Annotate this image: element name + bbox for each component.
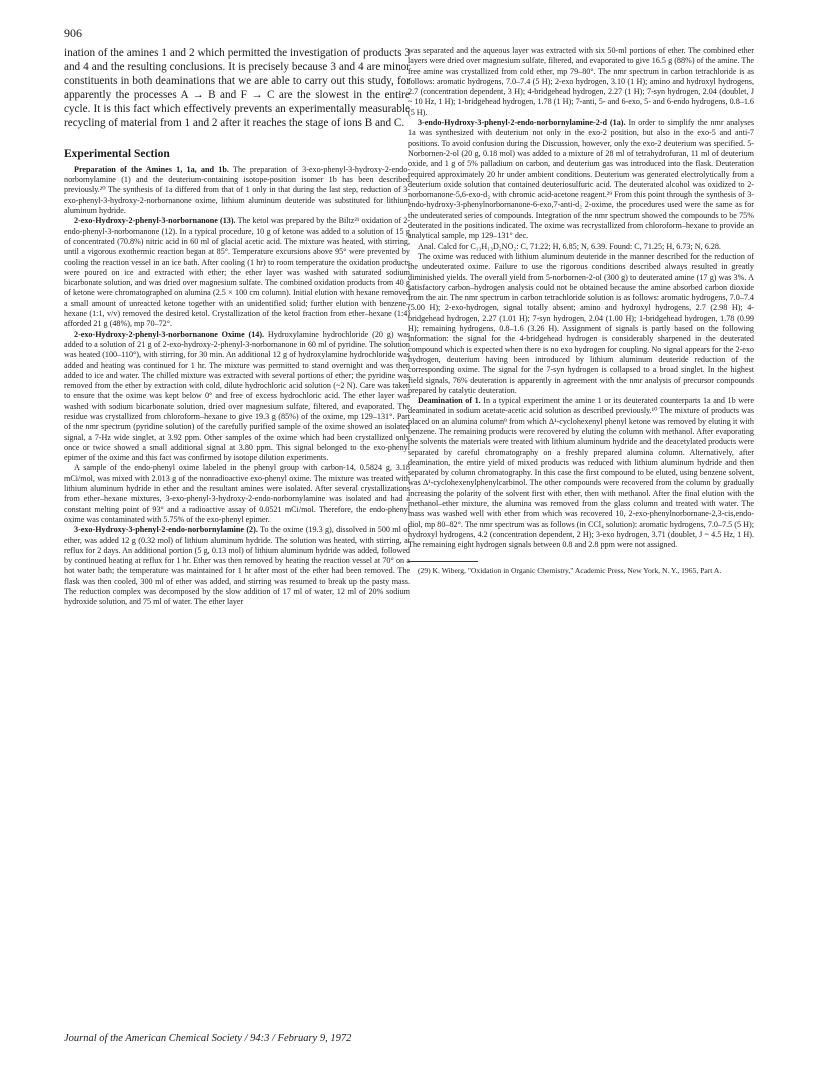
right-paragraphs: [408, 46, 754, 551]
paragraph-text: The ketol was prepared by the Biltz²¹ oxidation of 2-endo-phenyl-3-norbornanone (12). In a typical procedure, 10 g of ketone was added to a solution of 15 g of concentrated (70.8%) nitric acid in 60 ml of glacial acetic acid. The mixture was heated, with stirring, until a vigorous exothermic reaction began at 85°. Temperature excursions above 95° were prevented by cooling the reaction vessel in an ice bath. After cooling (1 hr) to room temperature the oxidation products were poured on ice and extracted with ether; the ether layer was washed with saturated sodium bicarbonate solution, and was dried over magnesium sulfate. The combined oxidation products from 40 g of ketone were chromatographed on alumina (2.5 × 100 cm column). Initial elution with hexane removed a small amount of unreacted ketone together with an unidentified solid; further elution with benzene–hexane (1:1, v/v) removed the desired ketol. Crystallization of the ketol fraction from ether–hexane (1:4) afforded 21 g (48%), mp 70–72°.: [64, 216, 411, 329]
paragraph-text: In order to simplify the nmr analyses 1a was synthesized with deuterium not only in the exo-2 position, but also in the exo-5 and anti-7 positions. To avoid confusion during the Discussion, however, only the exo-2 deuterium was specified. 5-Norbornen-2-ol (20 g, 0.18 mol) was added to a mixture of 28 ml of tetrahydrofuran, 11 ml of deuterium oxide, and 1 g of 5% palladium on carbon, and deuterium gas was introduced into the flask. Deuteration required approximately 20 hr under ambient conditions. Deuterium was generated electrolytically from a deuterium oxide solution that contained deuteriosulfuric acid. The deuterated alcohol was oxidized to 2-norbornanone-5,6-exo-d₂ with chromic acid-acetone reagent.²⁹ From this point through the synthesis of 3-endo-hydroxy-3-phenylnorbornanone-6-exo,7-anti-d₂ 2-oxime, the procedures used were the same as for the undeuterated series of compounds. Integration of the nmr spectrum showed the compounds to be 75% deuterated in the positions indicated. The oxime was recrystallized from chloroform–hexane to provide an analytical sample, mp 129–131° dec.: [408, 118, 755, 241]
paragraph-heading: 3-endo-Hydroxy-3-phenyl-2-endo-norbornylamine-2-d (1a).: [418, 118, 626, 128]
paragraph-text: The oxime was reduced with lithium aluminum deuteride in the manner described for the reduction of the undeuterated oxime. Failure to use the rigorous conditions described always resulted in greatly diminished yields. The overall yield from 5-norbornen-2-ol (300 g) to deuterated amine (17 g) was 3%. A satisfactory carbon–hydrogen analysis could not be obtained because the amine absorbed carbon dioxide from the air. The nmr spectrum in carbon tetrachloride solution is as follows: aromatic hydrogens, 7.0–7.4 (5.00 H); 2-exo-hydrogen, signal totally absent; amino and hydroxyl hydrogens, 2.7 (2.98 H); 4-bridgehead hydrogen, 2.27 (1.01 H); 7-syn hydrogen, 2.04 (1.00 H); 1-bridgehead hydrogen, 1.78 (0.99 H); remaining hydrogens, 0.8–1.6 (3.26 H). Assignment of signals is partly based on the following information: the signal for the 4-bridgehead hydrogen is considerably sharpened in the deuterated compound which is expected when there is no exo hydrogen for coupling. No signal appears for the 2-exo hydrogen, deuterium having been introduced by lithium aluminum deuteride reduction of the corresponding oxime. The signal for the 7-syn hydrogen is collapsed to a broad singlet. In the highest field signals, 76% deuteration is apparently in agreement with the nmr analysis of precursor compounds prepared by catalytic deuteration.: [408, 251, 754, 395]
paragraph-heading: 2-exo-Hydroxy-2-phenyl-3-norbornanone (13).: [74, 216, 236, 226]
paragraph-text: Hydroxylamine hydrochloride (20 g) was added to a solution of 21 g of 2-exo-hydroxy-2-phenyl-3-norbornanone in 60 ml of pyridine. The solution was heated (100–110°), with stirring, for 30 min. An additional 12 g of hydroxylamine hydrochloride was added and heating was continued for 1 hr. The mixture was permitted to stand overnight and was then added to ice and water. The chilled mixture was extracted with several portions of ether; the pyridine was removed from the ether by extraction with cold, dilute hydrochloric acid solution (~2 N). Care was taken to ensure that the oxime was kept below 0° and free of excess hydrochloric acid. The ether layer was washed with sodium bicarbonate solution, dried over magnesium sulfate, filtered, and evaporated. The residue was crystallized from chloroform–hexane to give 19.3 g (85%) of the oxime, mp 129–131°. Part of the nmr spectrum (pyridine solution) of the carefully purified sample of the oxime showed an isolated signal, a 7-Hz wide singlet, at 3.92 ppm. Other samples of the oxime which had been crystallized only once or twice showed a small additional signal at 3.80 ppm. This signal belonged to the exo-phenyl epimer of the oxime and this fact was confirmed by isotope dilution experiments.: [64, 329, 410, 463]
paragraph: [408, 252, 754, 396]
paragraph-text: To the oxime (19.3 g), dissolved in 500 ml of ether, was added 12 g (0.32 mol) of lithium aluminum hydride. The solution was heated, with stirring, at reflux for 2 days. An additional portion (5 g, 0.13 mol) of lithium aluminum hydride was added, followed by continued heating at reflux for 1 hr. Ether was then removed by heating the reaction vessel at 70° on a hot water bath; the temperature was maintained for 1 hr after most of the ether had been removed. The flask was then cooled, 300 ml of ether was added, and stirring was resumed to break up the pasty mass. The reduction complex was decomposed by the slow addition of 17 ml of water, 12 ml of 20% sodium hydroxide solution, and 75 ml of water. The ether layer: [64, 525, 410, 607]
left-paragraphs: [64, 165, 410, 608]
right-column: [408, 46, 754, 575]
paragraph-text: Anal. Calcd for C₁₃H₁₃D₂NO₂: C, 71.22; H, 6.85; N, 6.39. Found: C, 71.25; H, 6.73; N, 6.28.: [418, 241, 721, 251]
paragraph-text: was separated and the aqueous layer was extracted with six 50-ml portions of ether. The combined ether layers were dried over magnesium sulfate, filtered, and evaporated to give 16.5 g (88%) of the amine. The free amine was crystallized from cold ether, mp 79–80°. The nmr spectrum in carbon tetrachloride is as follows: aromatic hydrogens, 7.0–7.4 (5 H); 2-exo hydrogen, 3.10 (1 H); amino and hydroxyl hydrogens, 2.7 (concentration dependent, 3 H); 4-bridgehead hydrogen, 2.27 (1 H); 7-syn hydrogen, 2.04 (doublet, J ~ 10 Hz, 1 H); 1-bridgehead hydrogen, 1.78 (1 H); 7-anti, 5- and 6-exo, 5- and 6-endo hydrogens, 0.8–1.6 (5 H).: [408, 46, 754, 117]
paragraph: [64, 216, 410, 329]
paragraph: [64, 463, 410, 525]
paragraph-text: In a typical experiment the amine 1 or its deuterated counterparts 1a and 1b were deaminated in sodium acetate-acetic acid solution as described previously.¹⁰ The mixture of products was placed on an alumina column⁹ from which Δ¹-cyclohexenyl phenyl ketone was removed by eluting it with benzene. The remaining products were recovered by eluting the column with methanol. After evaporating the solvents the materials were treated with lithium aluminum hydride and the deacetylated products were separated by careful chromatography on a freshly prepared alumina column. Alternatively, after deamination, the entire yield of mixed products was reduced with lithium aluminum hydride and then separated by column chromatography. In this case the first compound to be eluted, using benzene solvent, was Δ¹-cyclohexenylphenylcarbinol. The other compounds were recovered from the column by gradually increasing the polarity of the solvent first with ether, then with methanol. After the final elution with the methanol–ether mixture, the alumina was removed from the glass column and treated with water. The mass was washed well with ether from which was recovered 10, 2-exo-phenylnorbornane-2,3-cis,endo-diol, mp 80–82°. The nmr spectrum was as follows (in CCl₄ solution): aromatic hydrogens, 7.0–7.5 (5 H); hydroxyl hydrogens, 4.2 (concentration dependent, 2 H); 3-exo hydrogen, 3.71 (doublet, J ~ 4.5 Hz, 1 H). The remaining eight hydrogen signals between 0.8 and 2.8 ppm were not assigned.: [408, 396, 754, 550]
left-column: [64, 46, 410, 608]
paragraph: [408, 46, 754, 118]
paragraph-text: A sample of the endo-phenyl oxime labeled in the phenyl group with carbon-14, 0.5824 g, 3.18 mCi/mol, was mixed with 2.013 g of the nonradioactive exo-phenyl oxime. The mixture was treated with lithium aluminum hydride in ether and the resultant amines were isolated. After several crystallizations from ether–hexane mixtures, 3-exo-phenyl-3-hydroxy-2-endo-norbornylamine was isolated and had a constant melting point of 93° and a radioactive assay of 0.0521 mCi/mol. Therefore, the endo-phenyl oxime was contaminated with 5.75% of the exo-phenyl epimer.: [64, 463, 410, 524]
paragraph-text: The preparation of 3-exo-phenyl-3-hydroxy-2-endo-norbornylamine (1) and the deuterium-containing isotope-position isomer 1b has been described previously.²⁰ The synthesis of 1a differed from that of 1 only in that during the last step, reduction of 3-exo-phenyl-3-hydroxy-2-norbornanone oxime, lithium aluminum deuteride was substituted for lithium aluminum hydride.: [64, 164, 410, 216]
paragraph-heading: 2-exo-Hydroxy-2-phenyl-3-norbornanone Oxime (14).: [74, 329, 265, 339]
footnote: (29) K. Wiberg, "Oxidation in Organic Chemistry," Academic Press, New York, N. Y., 1965, Part A.: [418, 565, 722, 575]
page-number: 906: [64, 26, 82, 40]
paragraph-heading: Deamination of 1.: [418, 396, 481, 406]
intro-paragraph: ination of the amines 1 and 2 which permitted the investigation of products 3 and 4 and the resulting conclusions. It is precisely because 3 and 4 are minor constituents in both deaminations that we are able to carry out this study, for apparently the processes A → B and F → C are the slowest in the entire cycle. It is this fact which effectively prevents an experimentally measurable recycling of material from 1 and 2 after it reaches the stage of ions B and C.: [64, 47, 410, 130]
paragraph: [408, 242, 754, 252]
paragraph-heading: 3-exo-Hydroxy-3-phenyl-2-endo-norbornylamine (2).: [74, 525, 258, 535]
paragraph: [64, 330, 410, 464]
footnote-rule: [408, 561, 478, 562]
paragraph: [64, 525, 410, 607]
paragraph: [64, 165, 410, 216]
journal-footer: Journal of the American Chemical Society / 94:3 / February 9, 1972: [64, 1033, 352, 1044]
paragraph: [408, 118, 754, 242]
paragraph: [408, 396, 754, 550]
paragraph-heading: Preparation of the Amines 1, 1a, and 1b.: [74, 164, 229, 174]
section-heading: Experimental Section: [64, 147, 170, 160]
